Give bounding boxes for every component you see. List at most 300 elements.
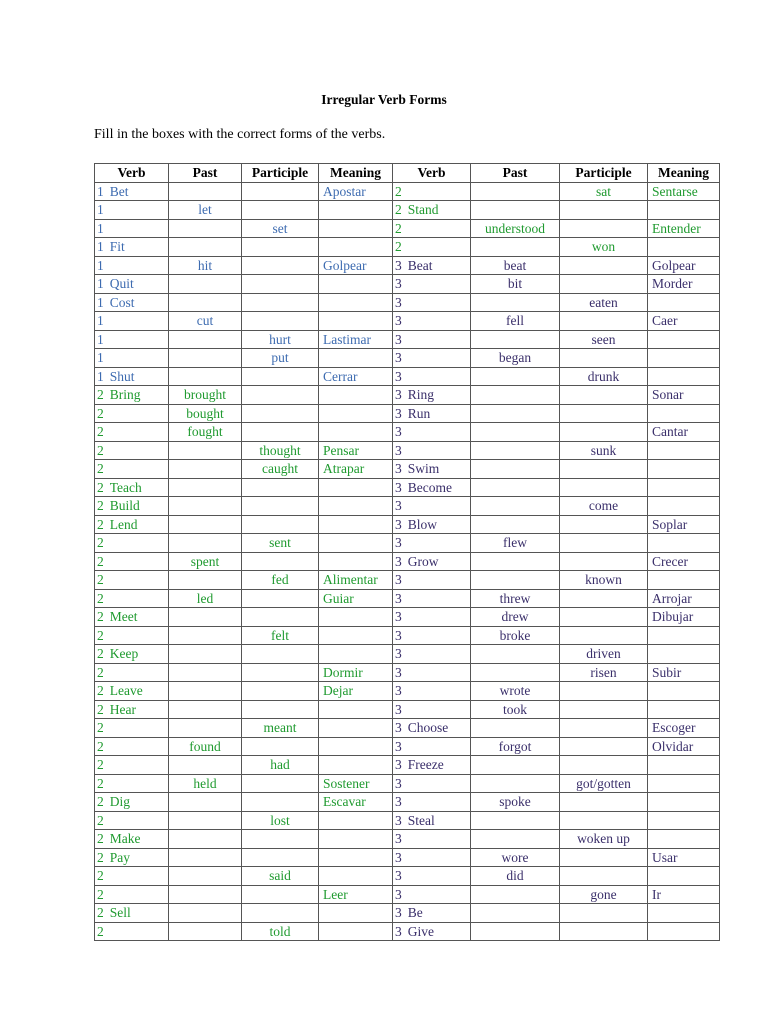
right-meaning-cell[interactable] — [648, 811, 720, 830]
right-verb-cell[interactable] — [393, 571, 471, 590]
left-participle-cell[interactable]: fed — [242, 571, 319, 590]
left-meaning-cell[interactable] — [319, 608, 393, 627]
left-verb-cell[interactable] — [95, 293, 169, 312]
left-meaning-cell[interactable] — [319, 293, 393, 312]
right-meaning-cell[interactable] — [648, 497, 720, 516]
left-participle-cell[interactable] — [242, 423, 319, 442]
left-past-cell[interactable] — [169, 460, 242, 479]
left-past-cell[interactable]: bought — [169, 404, 242, 423]
right-meaning-cell[interactable]: Olvidar — [648, 737, 720, 756]
right-meaning-cell[interactable] — [648, 238, 720, 257]
right-verb-cell[interactable] — [393, 663, 471, 682]
right-verb-cell[interactable] — [393, 774, 471, 793]
right-meaning-cell[interactable]: Sonar — [648, 386, 720, 405]
right-meaning-cell[interactable]: Entender — [648, 219, 720, 238]
right-meaning-cell[interactable]: Caer — [648, 312, 720, 331]
right-past-cell[interactable] — [471, 756, 560, 775]
left-participle-cell[interactable] — [242, 293, 319, 312]
left-verb-cell[interactable] — [95, 608, 169, 627]
left-participle-cell[interactable] — [242, 793, 319, 812]
right-verb-cell[interactable] — [393, 700, 471, 719]
left-participle-cell[interactable] — [242, 774, 319, 793]
right-past-cell[interactable] — [471, 774, 560, 793]
left-meaning-cell[interactable] — [319, 719, 393, 738]
left-verb-cell[interactable] — [95, 737, 169, 756]
left-participle-cell[interactable] — [242, 608, 319, 627]
right-verb-cell[interactable] — [393, 682, 471, 701]
right-participle-cell[interactable] — [560, 275, 648, 294]
right-verb-cell[interactable] — [393, 293, 471, 312]
left-verb-cell[interactable] — [95, 367, 169, 386]
right-verb-cell[interactable] — [393, 848, 471, 867]
left-participle-cell[interactable]: told — [242, 922, 319, 941]
left-verb-cell[interactable] — [95, 645, 169, 664]
right-participle-cell[interactable]: driven — [560, 645, 648, 664]
left-verb-cell[interactable] — [95, 460, 169, 479]
right-participle-cell[interactable] — [560, 737, 648, 756]
left-participle-cell[interactable] — [242, 700, 319, 719]
left-meaning-cell[interactable]: Dejar — [319, 682, 393, 701]
right-past-cell[interactable] — [471, 460, 560, 479]
right-participle-cell[interactable] — [560, 423, 648, 442]
left-meaning-cell[interactable]: Sostener — [319, 774, 393, 793]
right-verb-cell[interactable] — [393, 626, 471, 645]
left-meaning-cell[interactable] — [319, 848, 393, 867]
left-verb-cell[interactable] — [95, 238, 169, 257]
right-meaning-cell[interactable]: Dibujar — [648, 608, 720, 627]
left-past-cell[interactable] — [169, 349, 242, 368]
left-past-cell[interactable]: led — [169, 589, 242, 608]
right-past-cell[interactable] — [471, 423, 560, 442]
right-participle-cell[interactable]: sunk — [560, 441, 648, 460]
left-participle-cell[interactable]: meant — [242, 719, 319, 738]
right-past-cell[interactable]: broke — [471, 626, 560, 645]
left-participle-cell[interactable] — [242, 256, 319, 275]
right-participle-cell[interactable] — [560, 534, 648, 553]
left-past-cell[interactable] — [169, 571, 242, 590]
right-meaning-cell[interactable] — [648, 756, 720, 775]
left-past-cell[interactable] — [169, 922, 242, 941]
right-verb-cell[interactable] — [393, 830, 471, 849]
left-meaning-cell[interactable]: Alimentar — [319, 571, 393, 590]
left-meaning-cell[interactable] — [319, 645, 393, 664]
left-participle-cell[interactable] — [242, 904, 319, 923]
left-participle-cell[interactable] — [242, 830, 319, 849]
left-verb-cell[interactable] — [95, 219, 169, 238]
right-verb-cell[interactable] — [393, 275, 471, 294]
right-verb-cell[interactable] — [393, 312, 471, 331]
left-meaning-cell[interactable]: Lastimar — [319, 330, 393, 349]
right-meaning-cell[interactable]: Ir — [648, 885, 720, 904]
right-meaning-cell[interactable] — [648, 404, 720, 423]
left-meaning-cell[interactable] — [319, 404, 393, 423]
left-meaning-cell[interactable]: Cerrar — [319, 367, 393, 386]
right-meaning-cell[interactable] — [648, 201, 720, 220]
right-past-cell[interactable]: flew — [471, 534, 560, 553]
left-participle-cell[interactable] — [242, 182, 319, 201]
right-verb-cell[interactable] — [393, 608, 471, 627]
left-verb-cell[interactable] — [95, 497, 169, 516]
right-participle-cell[interactable] — [560, 848, 648, 867]
left-past-cell[interactable] — [169, 663, 242, 682]
right-past-cell[interactable]: did — [471, 867, 560, 886]
right-meaning-cell[interactable]: Soplar — [648, 515, 720, 534]
right-past-cell[interactable] — [471, 811, 560, 830]
left-verb-cell[interactable] — [95, 830, 169, 849]
left-verb-cell[interactable] — [95, 922, 169, 941]
right-participle-cell[interactable] — [560, 312, 648, 331]
right-meaning-cell[interactable]: Subir — [648, 663, 720, 682]
left-verb-cell[interactable] — [95, 404, 169, 423]
left-meaning-cell[interactable] — [319, 756, 393, 775]
right-meaning-cell[interactable]: Morder — [648, 275, 720, 294]
right-past-cell[interactable] — [471, 515, 560, 534]
right-verb-cell[interactable] — [393, 460, 471, 479]
right-verb-cell[interactable] — [393, 589, 471, 608]
left-participle-cell[interactable]: hurt — [242, 330, 319, 349]
left-verb-cell[interactable] — [95, 182, 169, 201]
right-participle-cell[interactable]: drunk — [560, 367, 648, 386]
left-participle-cell[interactable] — [242, 589, 319, 608]
left-past-cell[interactable] — [169, 478, 242, 497]
right-participle-cell[interactable] — [560, 219, 648, 238]
left-meaning-cell[interactable] — [319, 201, 393, 220]
right-past-cell[interactable]: wore — [471, 848, 560, 867]
left-verb-cell[interactable] — [95, 423, 169, 442]
left-participle-cell[interactable] — [242, 386, 319, 405]
left-past-cell[interactable] — [169, 904, 242, 923]
right-participle-cell[interactable] — [560, 700, 648, 719]
left-participle-cell[interactable] — [242, 367, 319, 386]
right-meaning-cell[interactable] — [648, 293, 720, 312]
left-verb-cell[interactable] — [95, 312, 169, 331]
left-verb-cell[interactable] — [95, 349, 169, 368]
left-meaning-cell[interactable] — [319, 626, 393, 645]
right-verb-cell[interactable] — [393, 182, 471, 201]
right-meaning-cell[interactable] — [648, 904, 720, 923]
left-meaning-cell[interactable] — [319, 423, 393, 442]
right-verb-cell[interactable] — [393, 534, 471, 553]
right-verb-cell[interactable] — [393, 367, 471, 386]
right-past-cell[interactable] — [471, 182, 560, 201]
left-participle-cell[interactable] — [242, 515, 319, 534]
right-past-cell[interactable]: bit — [471, 275, 560, 294]
right-verb-cell[interactable] — [393, 330, 471, 349]
right-verb-cell[interactable] — [393, 219, 471, 238]
right-past-cell[interactable] — [471, 330, 560, 349]
left-meaning-cell[interactable]: Apostar — [319, 182, 393, 201]
left-past-cell[interactable] — [169, 719, 242, 738]
left-verb-cell[interactable] — [95, 682, 169, 701]
right-meaning-cell[interactable] — [648, 367, 720, 386]
right-participle-cell[interactable] — [560, 922, 648, 941]
left-verb-cell[interactable] — [95, 904, 169, 923]
left-participle-cell[interactable] — [242, 737, 319, 756]
left-meaning-cell[interactable] — [319, 552, 393, 571]
right-verb-cell[interactable] — [393, 756, 471, 775]
left-verb-cell[interactable] — [95, 478, 169, 497]
left-past-cell[interactable] — [169, 700, 242, 719]
left-meaning-cell[interactable] — [319, 737, 393, 756]
left-past-cell[interactable]: found — [169, 737, 242, 756]
left-participle-cell[interactable]: thought — [242, 441, 319, 460]
left-participle-cell[interactable] — [242, 663, 319, 682]
left-past-cell[interactable] — [169, 367, 242, 386]
right-meaning-cell[interactable] — [648, 700, 720, 719]
left-participle-cell[interactable]: put — [242, 349, 319, 368]
right-participle-cell[interactable] — [560, 756, 648, 775]
left-past-cell[interactable] — [169, 293, 242, 312]
right-participle-cell[interactable] — [560, 589, 648, 608]
right-participle-cell[interactable]: sat — [560, 182, 648, 201]
left-past-cell[interactable]: hit — [169, 256, 242, 275]
left-past-cell[interactable] — [169, 219, 242, 238]
right-verb-cell[interactable] — [393, 904, 471, 923]
left-meaning-cell[interactable] — [319, 922, 393, 941]
left-meaning-cell[interactable] — [319, 386, 393, 405]
left-verb-cell[interactable] — [95, 201, 169, 220]
left-past-cell[interactable] — [169, 793, 242, 812]
left-past-cell[interactable] — [169, 608, 242, 627]
left-verb-cell[interactable] — [95, 552, 169, 571]
right-verb-cell[interactable] — [393, 404, 471, 423]
right-participle-cell[interactable] — [560, 256, 648, 275]
right-participle-cell[interactable]: come — [560, 497, 648, 516]
left-past-cell[interactable] — [169, 238, 242, 257]
left-verb-cell[interactable] — [95, 515, 169, 534]
right-participle-cell[interactable] — [560, 404, 648, 423]
right-past-cell[interactable] — [471, 904, 560, 923]
left-participle-cell[interactable]: said — [242, 867, 319, 886]
right-meaning-cell[interactable] — [648, 774, 720, 793]
left-verb-cell[interactable] — [95, 534, 169, 553]
left-participle-cell[interactable]: had — [242, 756, 319, 775]
right-past-cell[interactable] — [471, 922, 560, 941]
left-past-cell[interactable]: held — [169, 774, 242, 793]
right-past-cell[interactable]: forgot — [471, 737, 560, 756]
right-meaning-cell[interactable] — [648, 830, 720, 849]
left-meaning-cell[interactable] — [319, 478, 393, 497]
right-meaning-cell[interactable] — [648, 349, 720, 368]
left-meaning-cell[interactable] — [319, 830, 393, 849]
left-participle-cell[interactable]: lost — [242, 811, 319, 830]
right-past-cell[interactable]: wrote — [471, 682, 560, 701]
right-past-cell[interactable] — [471, 552, 560, 571]
left-meaning-cell[interactable] — [319, 275, 393, 294]
left-verb-cell[interactable] — [95, 793, 169, 812]
left-meaning-cell[interactable] — [319, 219, 393, 238]
right-participle-cell[interactable]: seen — [560, 330, 648, 349]
left-verb-cell[interactable] — [95, 571, 169, 590]
right-verb-cell[interactable] — [393, 552, 471, 571]
right-verb-cell[interactable] — [393, 515, 471, 534]
right-participle-cell[interactable]: eaten — [560, 293, 648, 312]
right-verb-cell[interactable] — [393, 811, 471, 830]
right-past-cell[interactable] — [471, 293, 560, 312]
left-participle-cell[interactable] — [242, 478, 319, 497]
left-verb-cell[interactable] — [95, 626, 169, 645]
left-past-cell[interactable] — [169, 626, 242, 645]
left-past-cell[interactable] — [169, 330, 242, 349]
right-meaning-cell[interactable]: Golpear — [648, 256, 720, 275]
left-meaning-cell[interactable] — [319, 867, 393, 886]
left-past-cell[interactable] — [169, 756, 242, 775]
right-meaning-cell[interactable] — [648, 460, 720, 479]
right-past-cell[interactable]: spoke — [471, 793, 560, 812]
right-participle-cell[interactable] — [560, 867, 648, 886]
right-verb-cell[interactable] — [393, 478, 471, 497]
right-past-cell[interactable]: fell — [471, 312, 560, 331]
left-verb-cell[interactable] — [95, 386, 169, 405]
right-verb-cell[interactable] — [393, 441, 471, 460]
left-past-cell[interactable] — [169, 867, 242, 886]
right-past-cell[interactable] — [471, 201, 560, 220]
left-past-cell[interactable] — [169, 275, 242, 294]
right-meaning-cell[interactable] — [648, 478, 720, 497]
left-meaning-cell[interactable]: Golpear — [319, 256, 393, 275]
left-past-cell[interactable]: spent — [169, 552, 242, 571]
right-meaning-cell[interactable] — [648, 626, 720, 645]
right-verb-cell[interactable] — [393, 423, 471, 442]
left-participle-cell[interactable] — [242, 312, 319, 331]
right-past-cell[interactable] — [471, 441, 560, 460]
right-meaning-cell[interactable] — [648, 922, 720, 941]
right-past-cell[interactable] — [471, 830, 560, 849]
right-participle-cell[interactable]: risen — [560, 663, 648, 682]
left-meaning-cell[interactable] — [319, 904, 393, 923]
left-verb-cell[interactable] — [95, 441, 169, 460]
right-past-cell[interactable]: took — [471, 700, 560, 719]
left-verb-cell[interactable] — [95, 700, 169, 719]
right-verb-cell[interactable] — [393, 867, 471, 886]
right-verb-cell[interactable] — [393, 922, 471, 941]
left-meaning-cell[interactable] — [319, 534, 393, 553]
right-meaning-cell[interactable]: Cantar — [648, 423, 720, 442]
right-past-cell[interactable]: understood — [471, 219, 560, 238]
left-participle-cell[interactable]: sent — [242, 534, 319, 553]
left-meaning-cell[interactable]: Guiar — [319, 589, 393, 608]
right-past-cell[interactable]: drew — [471, 608, 560, 627]
right-participle-cell[interactable] — [560, 386, 648, 405]
left-past-cell[interactable]: fought — [169, 423, 242, 442]
right-participle-cell[interactable] — [560, 811, 648, 830]
right-meaning-cell[interactable] — [648, 441, 720, 460]
left-past-cell[interactable] — [169, 682, 242, 701]
right-meaning-cell[interactable]: Usar — [648, 848, 720, 867]
left-meaning-cell[interactable] — [319, 312, 393, 331]
right-verb-cell[interactable] — [393, 238, 471, 257]
left-meaning-cell[interactable] — [319, 811, 393, 830]
left-past-cell[interactable] — [169, 645, 242, 664]
left-participle-cell[interactable] — [242, 682, 319, 701]
right-meaning-cell[interactable]: Arrojar — [648, 589, 720, 608]
left-verb-cell[interactable] — [95, 885, 169, 904]
left-past-cell[interactable] — [169, 515, 242, 534]
right-participle-cell[interactable]: gone — [560, 885, 648, 904]
right-past-cell[interactable] — [471, 663, 560, 682]
left-verb-cell[interactable] — [95, 275, 169, 294]
right-participle-cell[interactable] — [560, 478, 648, 497]
left-past-cell[interactable] — [169, 848, 242, 867]
right-verb-cell[interactable] — [393, 719, 471, 738]
left-past-cell[interactable] — [169, 885, 242, 904]
right-verb-cell[interactable] — [393, 737, 471, 756]
right-past-cell[interactable] — [471, 404, 560, 423]
right-participle-cell[interactable] — [560, 719, 648, 738]
left-past-cell[interactable] — [169, 441, 242, 460]
left-verb-cell[interactable] — [95, 811, 169, 830]
left-participle-cell[interactable]: set — [242, 219, 319, 238]
left-participle-cell[interactable]: caught — [242, 460, 319, 479]
left-past-cell[interactable] — [169, 811, 242, 830]
right-past-cell[interactable] — [471, 645, 560, 664]
right-meaning-cell[interactable]: Sentarse — [648, 182, 720, 201]
right-past-cell[interactable] — [471, 885, 560, 904]
right-participle-cell[interactable] — [560, 552, 648, 571]
right-verb-cell[interactable] — [393, 793, 471, 812]
left-verb-cell[interactable] — [95, 663, 169, 682]
left-meaning-cell[interactable]: Dormir — [319, 663, 393, 682]
left-past-cell[interactable]: cut — [169, 312, 242, 331]
left-verb-cell[interactable] — [95, 330, 169, 349]
left-participle-cell[interactable] — [242, 275, 319, 294]
right-participle-cell[interactable] — [560, 608, 648, 627]
right-participle-cell[interactable] — [560, 626, 648, 645]
left-meaning-cell[interactable] — [319, 515, 393, 534]
right-verb-cell[interactable] — [393, 349, 471, 368]
left-participle-cell[interactable]: felt — [242, 626, 319, 645]
right-participle-cell[interactable] — [560, 793, 648, 812]
right-participle-cell[interactable] — [560, 904, 648, 923]
left-past-cell[interactable] — [169, 182, 242, 201]
right-past-cell[interactable] — [471, 478, 560, 497]
left-participle-cell[interactable] — [242, 238, 319, 257]
right-participle-cell[interactable] — [560, 349, 648, 368]
left-meaning-cell[interactable]: Escavar — [319, 793, 393, 812]
right-meaning-cell[interactable] — [648, 645, 720, 664]
left-past-cell[interactable]: brought — [169, 386, 242, 405]
right-past-cell[interactable] — [471, 571, 560, 590]
right-verb-cell[interactable] — [393, 256, 471, 275]
right-verb-cell[interactable] — [393, 885, 471, 904]
left-meaning-cell[interactable] — [319, 238, 393, 257]
right-participle-cell[interactable] — [560, 460, 648, 479]
left-meaning-cell[interactable]: Leer — [319, 885, 393, 904]
left-verb-cell[interactable] — [95, 848, 169, 867]
left-past-cell[interactable] — [169, 497, 242, 516]
left-verb-cell[interactable] — [95, 256, 169, 275]
left-participle-cell[interactable] — [242, 885, 319, 904]
right-past-cell[interactable]: beat — [471, 256, 560, 275]
right-meaning-cell[interactable] — [648, 534, 720, 553]
right-participle-cell[interactable]: got/gotten — [560, 774, 648, 793]
right-meaning-cell[interactable] — [648, 793, 720, 812]
left-verb-cell[interactable] — [95, 589, 169, 608]
left-participle-cell[interactable] — [242, 848, 319, 867]
right-meaning-cell[interactable] — [648, 682, 720, 701]
right-participle-cell[interactable] — [560, 515, 648, 534]
right-meaning-cell[interactable] — [648, 330, 720, 349]
left-meaning-cell[interactable]: Pensar — [319, 441, 393, 460]
left-verb-cell[interactable] — [95, 756, 169, 775]
right-past-cell[interactable] — [471, 238, 560, 257]
right-past-cell[interactable] — [471, 497, 560, 516]
left-participle-cell[interactable] — [242, 497, 319, 516]
left-past-cell[interactable] — [169, 830, 242, 849]
left-meaning-cell[interactable] — [319, 700, 393, 719]
right-verb-cell[interactable] — [393, 201, 471, 220]
right-past-cell[interactable]: threw — [471, 589, 560, 608]
